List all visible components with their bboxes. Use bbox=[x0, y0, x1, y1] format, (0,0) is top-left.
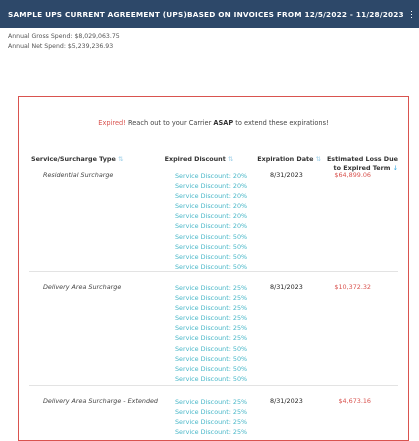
expired-discount-list bbox=[175, 397, 247, 437]
service-name: Residential Surcharge bbox=[43, 171, 114, 179]
expiration-date: 8/31/2023 bbox=[270, 171, 303, 179]
annual-gross-spend: Annual Gross Spend: $8,029,063.75 bbox=[8, 33, 120, 40]
discount-item: Service Discount: 20% bbox=[175, 212, 248, 221]
column-header-service[interactable] bbox=[31, 155, 123, 163]
expired-discount-list bbox=[175, 171, 247, 272]
invoice-date-range: BASED ON INVOICES FROM 12/5/2022 - 11/28/2023 bbox=[186, 9, 404, 19]
column-date-label: Expiration Date bbox=[257, 155, 314, 163]
discount-item: Service Discount: 25% bbox=[175, 408, 248, 417]
discount-item: Service Discount: 25% bbox=[175, 304, 248, 313]
hamburger-menu-icon[interactable] bbox=[411, 11, 412, 18]
sort-icon[interactable]: ⇅ bbox=[118, 155, 124, 163]
column-loss-label-2: to Expired Term bbox=[333, 163, 391, 172]
agreement-title: SAMPLE UPS CURRENT AGREEMENT (UPS) bbox=[8, 9, 187, 19]
alert-text-2: to extend these expirations! bbox=[233, 119, 329, 127]
annual-net-spend: Annual Net Spend: $5,239,236.93 bbox=[8, 43, 114, 50]
column-header-loss[interactable] bbox=[315, 155, 398, 172]
discount-item: Service Discount: 50% bbox=[175, 232, 248, 241]
alert-text-1: Reach out to your Carrier bbox=[125, 119, 214, 127]
column-header-date[interactable] bbox=[251, 155, 321, 163]
discount-item: Service Discount: 25% bbox=[175, 428, 248, 437]
column-loss-label-1: Estimated Loss Due bbox=[326, 155, 398, 163]
discount-item: Service Discount: 20% bbox=[175, 192, 248, 201]
discount-item: Service Discount: 25% bbox=[175, 294, 248, 303]
discount-item: Service Discount: 50% bbox=[175, 344, 248, 353]
column-service-label: Service/Surcharge Type bbox=[31, 155, 116, 163]
expiration-date: 8/31/2023 bbox=[270, 283, 303, 291]
discount-item: Service Discount: 25% bbox=[175, 284, 248, 292]
expiration-alert bbox=[19, 119, 408, 127]
discount-item: Service Discount: 50% bbox=[175, 262, 248, 271]
discount-item: Service Discount: 50% bbox=[175, 354, 248, 363]
estimated-loss: $64,899.06 bbox=[334, 171, 371, 179]
column-discount-label: Expired Discount bbox=[164, 155, 226, 163]
top-header-bar bbox=[0, 0, 419, 28]
discount-item: Service Discount: 25% bbox=[175, 334, 248, 343]
discount-item: Service Discount: 50% bbox=[175, 374, 248, 383]
discount-item: Service Discount: 20% bbox=[175, 172, 248, 180]
sort-icon[interactable]: ⇅ bbox=[228, 155, 234, 163]
expired-discount-list bbox=[175, 283, 247, 384]
discount-item: Service Discount: 25% bbox=[175, 398, 248, 406]
estimated-loss: $4,673.16 bbox=[338, 397, 371, 405]
discount-item: Service Discount: 50% bbox=[175, 252, 248, 261]
row-divider bbox=[29, 271, 398, 272]
asap-label: ASAP bbox=[213, 119, 234, 127]
sort-desc-icon[interactable]: ↓ bbox=[392, 163, 398, 172]
discount-item: Service Discount: 20% bbox=[175, 202, 248, 211]
sort-icon[interactable]: ⇅ bbox=[315, 155, 321, 163]
discount-item: Service Discount: 25% bbox=[175, 418, 248, 427]
discount-item: Service Discount: 50% bbox=[175, 242, 248, 251]
discount-item: Service Discount: 25% bbox=[175, 314, 248, 323]
discount-item: Service Discount: 20% bbox=[175, 182, 248, 191]
expiration-date: 8/31/2023 bbox=[270, 397, 303, 405]
discount-item: Service Discount: 50% bbox=[175, 364, 248, 373]
spend-summary bbox=[0, 28, 419, 52]
expired-label: Expired! bbox=[98, 119, 126, 127]
expired-terms-panel bbox=[18, 96, 409, 441]
discount-item: Service Discount: 20% bbox=[175, 222, 248, 231]
column-header-discount[interactable] bbox=[154, 155, 244, 163]
estimated-loss: $10,372.32 bbox=[334, 283, 371, 291]
service-name: Delivery Area Surcharge - Extended bbox=[43, 397, 158, 405]
row-divider bbox=[29, 385, 398, 386]
discount-item: Service Discount: 25% bbox=[175, 324, 248, 333]
service-name: Delivery Area Surcharge bbox=[43, 283, 122, 291]
